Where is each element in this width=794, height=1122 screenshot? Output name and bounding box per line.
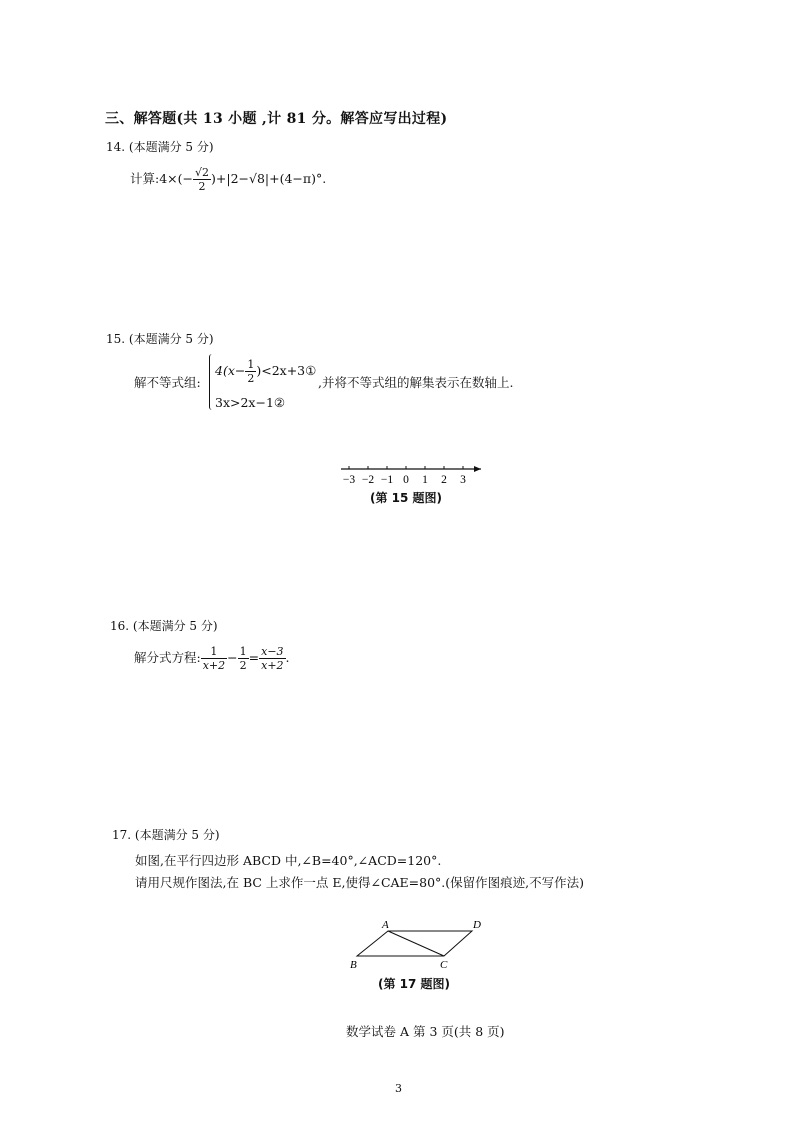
q14-prefix: 计算:4×(− [130, 171, 193, 186]
q15-prefix: 解不等式组: [134, 375, 201, 390]
q16-f2-num: 1 [239, 645, 247, 658]
number-line-tick-label: 1 [422, 474, 428, 486]
q14-frac-den: 2 [198, 180, 206, 193]
q15-ineq1-den: 2 [247, 372, 255, 385]
number-line-tick-label: 0 [403, 474, 409, 486]
q17-header: 17. (本题满分 5 分) [112, 828, 220, 842]
q16-fraction-3 [259, 645, 285, 672]
page-footer: 数学试卷 A 第 3 页(共 8 页) [346, 1024, 505, 1039]
q14-rest: )+|2−√8|+(4−π)°. [211, 171, 327, 186]
number-line-tick-label: −2 [361, 474, 375, 486]
q16-f1-den: x+2 [202, 659, 226, 672]
label-c: C [440, 959, 448, 970]
q14-fraction [193, 166, 211, 193]
q17-parallelogram-figure [340, 915, 495, 970]
q14-frac-num: √2 [195, 166, 210, 179]
q17-line-1: 如图,在平行四边形 ABCD 中,∠B=40°,∠ACD=120°. [135, 853, 442, 868]
number-line-arrow [474, 466, 481, 472]
q16-f2-den: 2 [239, 659, 247, 672]
q16-f3-den: x+2 [261, 659, 284, 672]
number-line-tick-label: −3 [342, 474, 356, 486]
number-line-tick-label: −1 [380, 474, 394, 486]
diagonal-ac [388, 931, 444, 956]
q15-caption: (第 15 题图) [370, 491, 443, 505]
q16-equals: = [248, 650, 260, 665]
q16-end: . [285, 650, 290, 665]
number-line-tick-label: 2 [441, 474, 447, 486]
q16-fraction-1 [201, 645, 227, 672]
q15-header: 15. (本题满分 5 分) [106, 332, 214, 346]
number-line-tick-label: 3 [460, 474, 466, 486]
page-number: 3 [395, 1082, 402, 1095]
q15-ineq1-b: )<2x+3① [256, 363, 317, 378]
q16-header: 16. (本题满分 5 分) [110, 619, 218, 633]
q15-suffix: ,并将不等式组的解集表示在数轴上. [318, 375, 514, 390]
q14-header: 14. (本题满分 5 分) [106, 140, 214, 154]
q17-caption: (第 17 题图) [378, 977, 451, 991]
q16-prefix: 解分式方程: [134, 650, 201, 665]
q15-ineq1-a: 4(x− [215, 363, 246, 378]
q14-expression [130, 166, 326, 193]
q16-equation [134, 645, 290, 672]
q15-inequality-1 [215, 358, 316, 385]
q16-fraction-2 [238, 645, 249, 672]
parallelogram-abcd [357, 931, 472, 956]
section-title: 三、解答题(共 13 小题 ,计 81 分。解答应写出过程) [105, 111, 448, 127]
q16-f1-num: 1 [201, 645, 227, 659]
label-d: D [473, 919, 481, 931]
q15-ineq1-fraction [245, 358, 256, 385]
q17-line-2: 请用尺规作图法,在 BC 上求作一点 E,使得∠CAE=80°.(保留作图痕迹,不写作法) [135, 875, 584, 890]
q15-number-line [335, 460, 485, 490]
q16-f3-num: x−3 [261, 645, 284, 658]
q16-minus: − [227, 650, 238, 665]
q15-inequality-2: 3x>2x−1② [215, 395, 286, 410]
q15-ineq1-num: 1 [247, 358, 255, 371]
label-a: A [382, 919, 389, 931]
label-b: B [350, 959, 357, 970]
